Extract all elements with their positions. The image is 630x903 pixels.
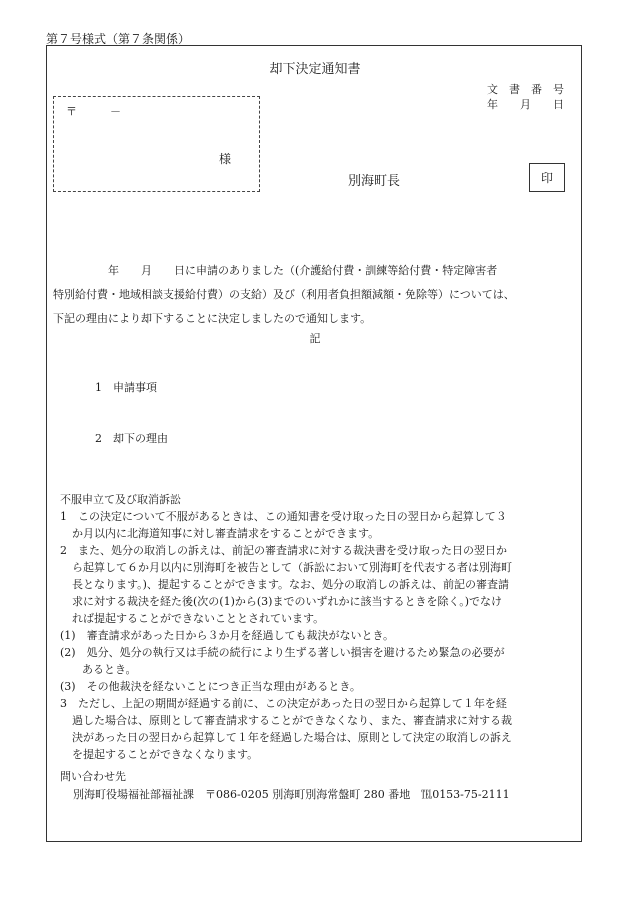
- appeal-line: 3 ただし、上記の期間が経過する前に、この決定があった日の翌日から起算して１年を経: [60, 697, 507, 710]
- body-paragraph: [53, 259, 583, 331]
- appeal-line: (1) 審査請求があった日から３か月を経過しても裁決がないとき。: [60, 629, 395, 642]
- document-title: 却下決定通知書: [269, 62, 361, 77]
- date-label: 年 月 日: [487, 98, 564, 111]
- body-line: 特別給付費・地域相談支援給付費）の支給）及び（利用者負担額減額・免除等）については、: [53, 288, 515, 301]
- postal-code: 〒 －: [66, 105, 121, 118]
- doc-number-label: 文 書 番 号: [487, 83, 564, 96]
- appeal-line: 長となります。)、提起することができます。なお、処分の取消しの訴えは、前記の審査請: [72, 578, 510, 591]
- appeal-line: 過した場合は、原則として審査請求することができなくなり、また、審査請求に対する裁: [72, 714, 512, 727]
- appeal-heading: 不服申立て及び取消訴訟: [60, 493, 181, 506]
- appeal-line: れば提起することができないこととされています。: [72, 612, 325, 625]
- seal-box: 印: [529, 163, 565, 192]
- appeal-line: か月以内に北海道知事に対し審査請求をすることができます。: [72, 527, 380, 540]
- contact-info: 別海町役場福祉部福祉課 〒086-0205 別海町別海常盤町 280 番地 ℡0153-75-2111: [73, 788, 510, 801]
- body-line: 年 月 日に申請のありました（(介護給付費・訓練等給付費・特定障害者: [53, 264, 498, 277]
- form-number: 第７号様式（第７条関係）: [46, 32, 191, 46]
- appeal-section: [60, 491, 580, 763]
- issuer-name: 別海町長: [348, 174, 401, 189]
- recipient-honorific: 様: [219, 152, 232, 166]
- appeal-line: ら起算して６か月以内に別海町を被告として（訴訟において別海町を代表する者は別海町: [72, 561, 512, 574]
- appeal-line: を提起することができなくなります。: [72, 748, 259, 761]
- body-line: 下記の理由により却下することに決定しましたので通知します。: [53, 312, 372, 325]
- appeal-line: 求に対する裁決を経た後(次の(1)から(3)までのいずれかに該当するときを除く。)でなけ: [72, 595, 503, 608]
- ki-heading: 記: [309, 332, 321, 345]
- appeal-line: 決があった日の翌日から起算して１年を経過した場合は、原則として決定の取消しの訴え: [72, 731, 512, 744]
- appeal-line: 2 また、処分の取消しの訴えは、前記の審査請求に対する裁決書を受け取った日の翌日か: [60, 544, 507, 557]
- item-reason: 2 却下の理由: [95, 432, 168, 445]
- appeal-line: (3) その他裁決を経ないことにつき正当な理由があるとき。: [60, 680, 361, 693]
- appeal-line: あるとき。: [60, 663, 137, 676]
- appeal-line: 1 この決定について不服があるときは、この通知書を受け取った日の翌日から起算して３: [60, 510, 507, 523]
- item-application: 1 申請事項: [95, 381, 157, 394]
- appeal-line: (2) 処分、処分の執行又は手続の続行により生ずる著しい損害を避けるため緊急の必要が: [60, 646, 505, 659]
- document-meta: [487, 82, 564, 112]
- contact-heading: 問い合わせ先: [60, 770, 126, 783]
